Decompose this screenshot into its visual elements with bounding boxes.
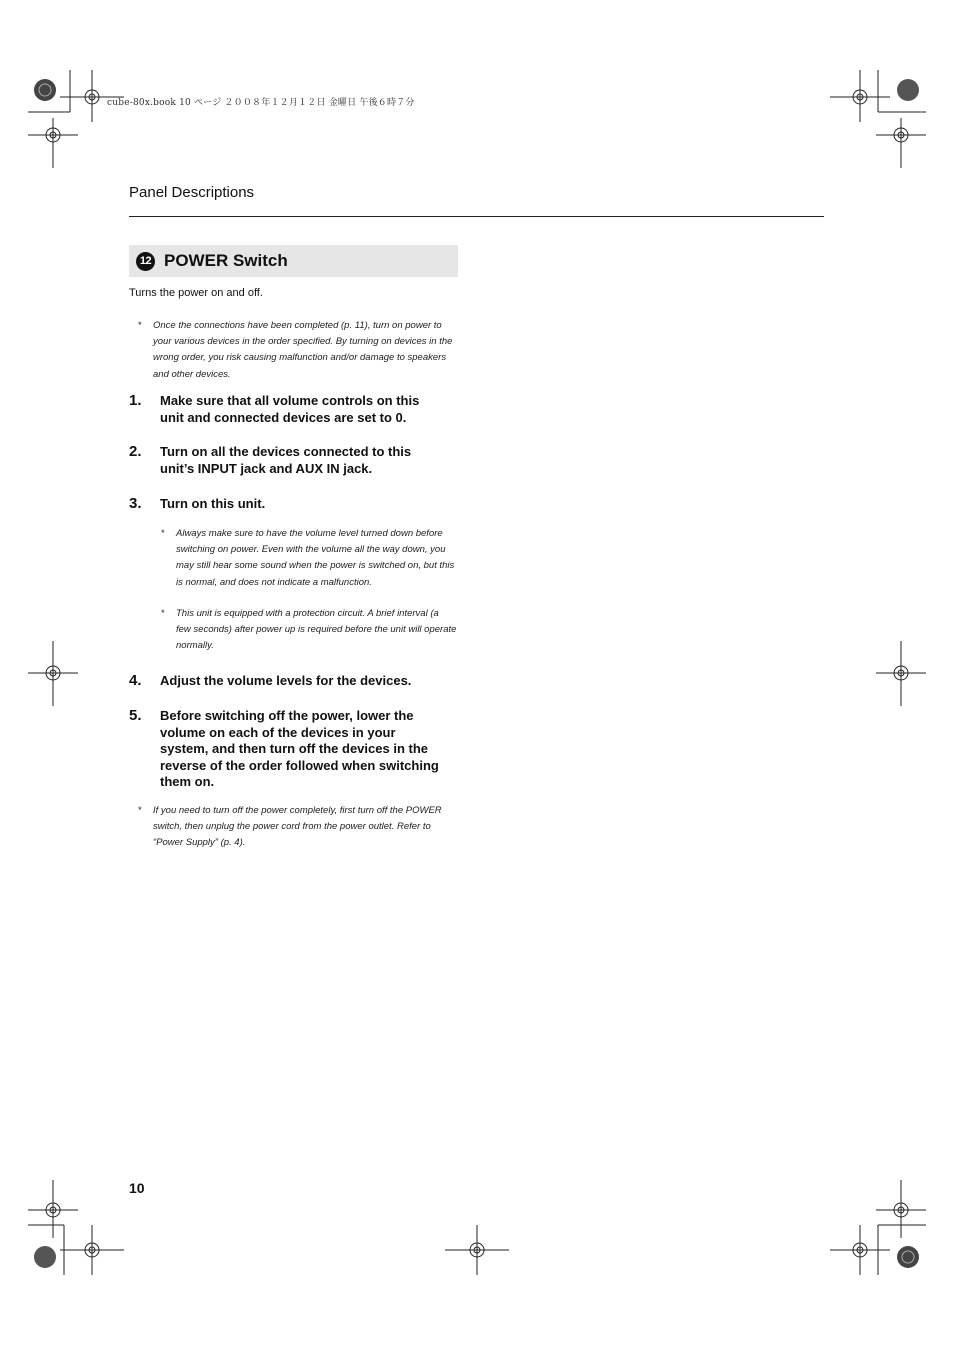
note-line: your various devices in the order specified. By turning on devices in the xyxy=(153,336,453,348)
step-line: Make sure that all volume controls on this xyxy=(160,393,420,408)
section-heading xyxy=(129,245,458,277)
note-marker: * xyxy=(161,528,165,539)
step-line: system, and then turn off the devices in the xyxy=(160,741,428,756)
step-line: them on. xyxy=(160,774,215,789)
note-line: Once the connections have been completed (p. 11), turn on power to xyxy=(153,320,442,331)
step-number: 4. xyxy=(129,672,142,689)
step-line: Turn on this unit. xyxy=(160,496,266,511)
step-line: unit and connected devices are set to 0. xyxy=(160,409,407,425)
print-header: cube-80x.book 10 ページ ２００８年１２月１２日 金曜日 午後６時７分 xyxy=(107,98,415,108)
note-marker: * xyxy=(138,320,142,331)
note-volume-level xyxy=(161,526,455,591)
section-title: POWER Switch xyxy=(164,251,288,270)
step-number: 1. xyxy=(129,392,142,409)
note-line: Always make sure to have the volume level turned down before xyxy=(176,528,443,539)
note-line: switching on power. Even with the volume all the way down, you xyxy=(176,544,446,556)
step-line: volume on each of the devices in your xyxy=(160,724,396,740)
step-line: Turn on all the devices connected to this xyxy=(160,444,412,459)
note-connections xyxy=(138,318,453,383)
step-5 xyxy=(129,708,459,791)
step-line: Adjust the volume levels for the devices. xyxy=(160,673,412,688)
step-3 xyxy=(129,496,459,513)
step-number: 3. xyxy=(129,495,142,512)
step-number: 5. xyxy=(129,707,142,724)
step-1 xyxy=(129,393,459,426)
step-line: reverse of the order followed when switching xyxy=(160,757,439,773)
header-rule xyxy=(129,216,824,217)
note-line: and other devices. xyxy=(153,368,231,380)
note-power-off xyxy=(138,803,442,852)
note-protection-circuit xyxy=(161,606,457,655)
step-line: Before switching off the power, lower the xyxy=(160,708,414,723)
note-line: switch, then unplug the power cord from the power outlet. Refer to xyxy=(153,821,431,833)
step-4 xyxy=(129,673,459,690)
note-marker: * xyxy=(138,805,142,816)
step-2 xyxy=(129,444,459,477)
note-line: may still hear some sound when the power is switched on, but this xyxy=(176,560,455,572)
note-line: normally. xyxy=(176,640,214,652)
note-line: few seconds) after power up is required before the unit will operate xyxy=(176,624,457,636)
page-number: 10 xyxy=(129,1180,145,1196)
note-line: If you need to turn off the power completely, first turn off the POWER xyxy=(153,805,442,816)
step-number: 2. xyxy=(129,443,142,460)
note-line: This unit is equipped with a protection circuit. A brief interval (a xyxy=(176,608,439,619)
note-line: “Power Supply” (p. 4). xyxy=(153,837,246,849)
running-head: Panel Descriptions xyxy=(129,184,255,201)
section-number-badge: 12 xyxy=(136,252,155,271)
note-marker: * xyxy=(161,608,165,619)
note-line: wrong order, you risk causing malfunction and/or damage to speakers xyxy=(153,352,447,364)
step-line: unit’s INPUT jack and AUX IN jack. xyxy=(160,460,373,476)
note-line: is normal, and does not indicate a malfunction. xyxy=(176,576,372,588)
intro-text: Turns the power on and off. xyxy=(129,287,263,299)
